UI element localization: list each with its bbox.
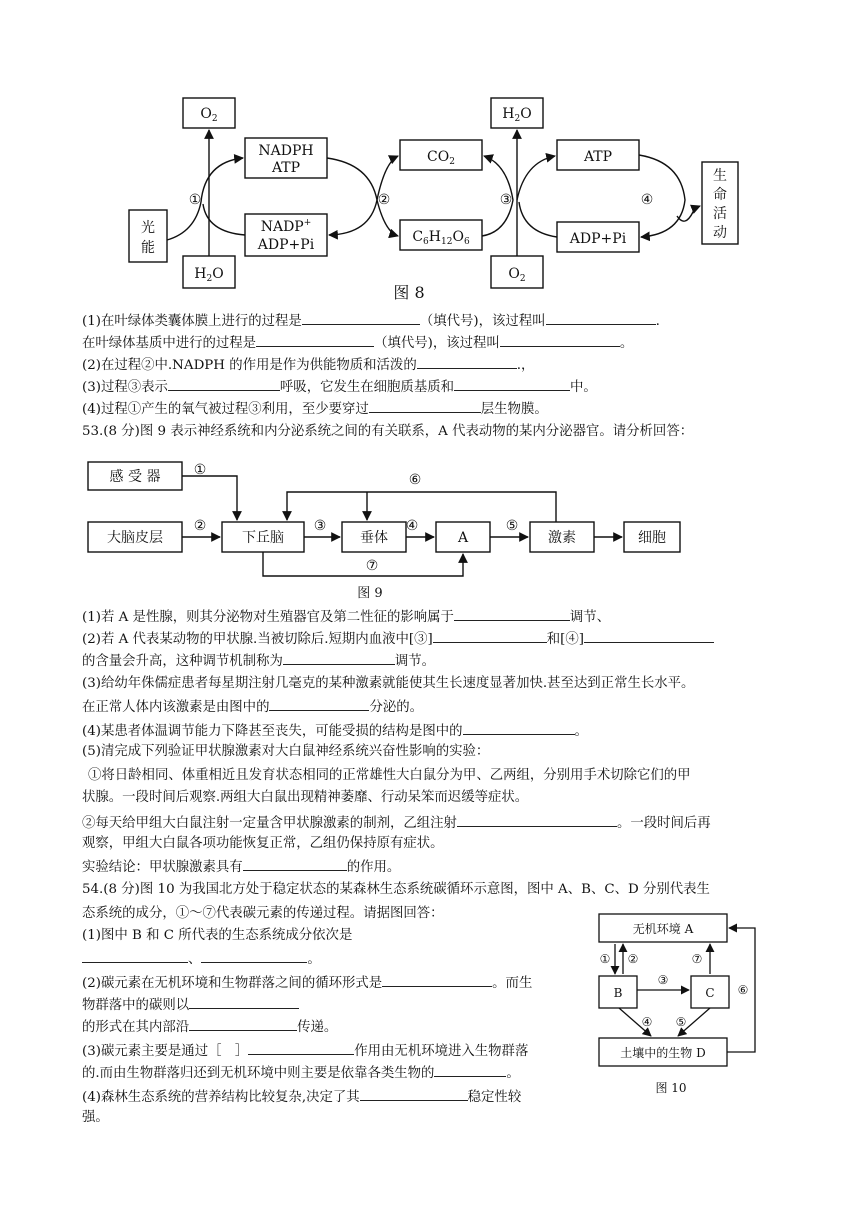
q53-line1: (1)若 A 是性腺，则其分泌物对生殖器官及第二性征的影响属于 调节、 bbox=[82, 606, 610, 628]
svg-text:ADP+Pi: ADP+Pi bbox=[257, 237, 315, 253]
q54-line9: 的.而由生物群落归还到无机环境中则主要是依靠各类生物的 。 bbox=[82, 1062, 520, 1084]
svg-text:①: ① bbox=[599, 952, 611, 966]
svg-text:下丘脑: 下丘脑 bbox=[242, 530, 284, 546]
svg-text:ADP+Pi: ADP+Pi bbox=[569, 231, 627, 247]
svg-text:④: ④ bbox=[640, 192, 654, 208]
svg-text:②: ② bbox=[193, 518, 207, 534]
q53-line2: (2)若 A 代表某动物的甲状腺.当被切除后.短期内血液中[③] 和[④] bbox=[82, 628, 714, 650]
q54-line1: 54.(8 分)图 10 为我国北方处于稳定状态的某森林生态系统碳循环示意图，图中 A、B、C、D 分别代表生 bbox=[82, 882, 710, 897]
svg-text:①: ① bbox=[188, 192, 202, 208]
svg-text:C: C bbox=[705, 986, 715, 1000]
figure-10 bbox=[593, 910, 773, 1100]
svg-text:土壤中的生物 D: 土壤中的生物 D bbox=[620, 1046, 706, 1060]
svg-text:⑤: ⑤ bbox=[675, 1015, 687, 1029]
q52-line3: (2)在过程②中.NADPH 的作用是作为供能物质和活泼的 .， bbox=[82, 354, 534, 376]
figure-9 bbox=[82, 452, 682, 602]
q53-line7: (5)清完成下列验证甲状腺激素对大白鼠神经系统兴奋性影响的实验： bbox=[82, 744, 490, 759]
q54-line11: 强。 bbox=[82, 1110, 109, 1125]
svg-text:⑦: ⑦ bbox=[365, 558, 379, 574]
svg-text:B: B bbox=[613, 986, 623, 1000]
svg-text:ATP: ATP bbox=[583, 149, 613, 165]
q52-line1: (1)在叶绿体类囊体膜上进行的过程是 （填代号)，该过程叫 . bbox=[82, 310, 660, 332]
q54-line6: 物群落中的碳则以 bbox=[82, 994, 299, 1016]
svg-text:动: 动 bbox=[713, 225, 727, 241]
svg-text:④: ④ bbox=[405, 518, 419, 534]
svg-text:C6H12O6: $C_6H_{12}O_6$ bbox=[412, 229, 470, 247]
svg-text:③: ③ bbox=[313, 518, 327, 534]
svg-text:③: ③ bbox=[657, 973, 669, 987]
svg-text:②: ② bbox=[377, 192, 391, 208]
q53-line9: 状腺。一段时间后观察.两组大白鼠出现精神萎靡、行动呆笨而迟缓等症状。 bbox=[82, 790, 529, 805]
svg-text:A: A bbox=[457, 530, 469, 546]
svg-text:O2: $O_2$ bbox=[508, 266, 526, 284]
svg-text:光: 光 bbox=[141, 220, 155, 236]
q52-line2: 在叶绿体基质中进行的过程是 （填代号)，该过程叫 。 bbox=[82, 332, 633, 354]
svg-text:H2O: $H_2O$ bbox=[194, 266, 224, 284]
svg-text:①: ① bbox=[193, 462, 207, 478]
svg-text:图 10: 图 10 bbox=[655, 1081, 687, 1095]
svg-text:④: ④ bbox=[641, 1015, 653, 1029]
svg-text:CO2: $CO_2$ bbox=[427, 149, 455, 167]
svg-text:③: ③ bbox=[499, 192, 513, 208]
q54-line7: 的形式在其内部沿 传递。 bbox=[82, 1016, 337, 1038]
q53-line12: 实验结论：甲状腺激素具有 的作用。 bbox=[82, 856, 400, 878]
svg-text:无机环境 A: 无机环境 A bbox=[632, 922, 694, 936]
q54-line2: 态系统的成分，①～⑦代表碳元素的传递过程。请据图回答： bbox=[82, 906, 444, 921]
svg-text:激素: 激素 bbox=[548, 530, 576, 546]
svg-text:⑥: ⑥ bbox=[737, 983, 749, 997]
q53-line5: 在正常人体内该激素是由图中的 分泌的。 bbox=[82, 696, 423, 718]
svg-text:生: 生 bbox=[713, 168, 727, 184]
q53-line8: ①将日龄相同、体重相近且发育状态相同的正常雄性大白鼠分为甲、乙两组，分别用手术切除它们的甲 bbox=[88, 768, 691, 783]
svg-text:ATP: ATP bbox=[271, 160, 301, 176]
q53-line11: 观察，甲组大白鼠各项功能恢复正常，乙组仍保持原有症状。 bbox=[82, 836, 444, 851]
svg-text:⑤: ⑤ bbox=[505, 518, 519, 534]
q54-line10: (4)森林生态系统的营养结构比较复杂,决定了其 稳定性较 bbox=[82, 1086, 521, 1108]
svg-text:NADP+: NADP+ bbox=[260, 218, 312, 235]
svg-text:图 9: 图 9 bbox=[357, 586, 383, 601]
svg-text:活: 活 bbox=[713, 206, 727, 222]
q54-line3: (1)图中 B 和 C 所代表的生态系统成分依次是 bbox=[82, 928, 353, 943]
svg-text:O2: $O_2$ bbox=[200, 106, 218, 124]
svg-text:②: ② bbox=[627, 952, 639, 966]
svg-text:NADPH: NADPH bbox=[258, 143, 314, 159]
svg-text:⑦: ⑦ bbox=[691, 952, 703, 966]
q52-line4: (3)过程③表示 呼吸，它发生在细胞质基质和 中。 bbox=[82, 376, 597, 398]
q54-line4: 、 。 bbox=[82, 948, 321, 970]
svg-text:命: 命 bbox=[713, 187, 727, 203]
q54-line8: (3)碳元素主要是通过［ ］ 作用由无机环境进入生物群落 bbox=[82, 1040, 528, 1062]
svg-text:感 受 器: 感 受 器 bbox=[109, 469, 161, 485]
q53-line6: (4)某患者体温调节能力下降甚至丧失，可能受损的结构是图中的 。 bbox=[82, 720, 588, 742]
svg-text:⑥: ⑥ bbox=[408, 472, 422, 488]
q53-line4: (3)给幼年侏儒症患者每星期注射几毫克的某种激素就能使其生长速度显著加快.甚至达到正常生长水平。 bbox=[82, 676, 695, 691]
svg-text:能: 能 bbox=[141, 240, 155, 256]
svg-text:图 8: 图 8 bbox=[393, 283, 425, 302]
q53-intro: 53.(8 分)图 9 表示神经系统和内分泌系统之间的有关联系，A 代表动物的某内分泌器官。请分析回答： bbox=[82, 424, 694, 439]
q53-line3: 的含量会升高，这种调节机制称为 调节。 bbox=[82, 650, 435, 672]
q52-line5: (4)过程①产生的氧气被过程③利用，至少要穿过 层生物膜。 bbox=[82, 398, 548, 420]
svg-text:细胞: 细胞 bbox=[638, 530, 666, 546]
svg-text:H2O: $H_2O$ bbox=[502, 106, 532, 124]
q53-line10: ②每天给甲组大白鼠注射一定量含甲状腺激素的制剂，乙组注射 。一段时间后再 bbox=[82, 812, 711, 834]
q54-line5: (2)碳元素在无机环境和生物群落之间的循环形式是 。而生 bbox=[82, 972, 532, 994]
svg-text:大脑皮层: 大脑皮层 bbox=[107, 530, 163, 546]
svg-text:垂体: 垂体 bbox=[360, 530, 388, 546]
figure-8 bbox=[125, 92, 765, 304]
